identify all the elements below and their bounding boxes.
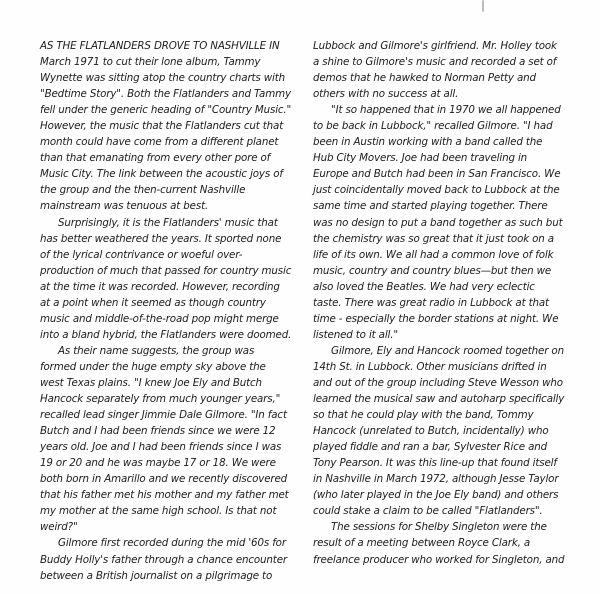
paragraph: Surprisingly, it is the Flatlanders' music that has better weathered the years. It sported none of the lyrical contrivance or woeful over-production of much that passed for country music at the time it was recorded. However, recording at a point when it seemed as though country music and middle-of-the-road pop might merge into a bland hybrid, the Flatlanders were doomed. [40,216,292,341]
paragraph: "It so happened that in 1970 we all happened to be back in Lubbock," recalled Gilmore. "I had been in Austin working with a band called the Hub City Movers. Joe had been traveling in Europe and Butch had been in San Francisco. We just coincidentally moved back to Lubbock at the same time and started playing together. There was no design to put a band together as such but the chemistry was so great that it just took on a life of its own. We all had a common love of folk music, country and country blues—but then we also loved the Beatles. We had very eclectic taste. There was great radio in Lubbock at that time - especially the border stations at night. We listened to it all." [313,104,563,341]
paragraph: The sessions for Shelby Singleton were the result of a meeting between Royce Clark, a freelance producer who worked for Singleton, and [313,521,565,566]
paragraph: Lubbock and Gilmore's girlfriend. Mr. Holley took a shine to Gilmore's music and recorded a set of demos that he hawked to Norman Petty and others with no success at all. [313,40,557,101]
paragraph: AS THE FLATLANDERS DROVE TO NASHVILLE IN March 1971 to cut their lone album, Tammy Wynette was sitting atop the country charts with "Bedtime Story". Both the Flatlanders and Tammy fell under the generic heading of "Country Music." However, the music that the Flatlanders cut that month could have come from a different planet than that emanating from every other pore of Music City. The link between the acoustic joys of the group and the then-current Nashville mainstream was tenuous at best. [40,40,292,213]
paragraph: Gilmore, Ely and Hancock roomed together on 14th St. in Lubbock. Other musicians drifted in and out of the group including Steve Wesson who learned the musical saw and autoharp specifically so that he could play with the band, Tommy Hancock (unrelated to Butch, incidentally) who played fiddle and ran a bar, Sylvester Rice and Tony Pearson. It was this line-up that found itself in Nashville in March 1972, although Jesse Taylor (who later played in the Joe Ely band) and others could stake a claim to be called "Flatlanders". [313,344,565,518]
left-column [40,38,292,584]
paragraph: As their name suggests, the group was formed under the huge empty sky above the west Texas plains. "I knew Joe Ely and Butch Hancock separately from much younger years," recalled lead singer Jimmie Dale Gilmore. "In fact Butch and I had been friends since we were 12 years old. Joe and I had been friends since I was 19 or 20 and he was maybe 17 or 18. We were both born in Amarillo and we recently discovered that his father met his mother and my father met my mother at the same high school. Is that not weird?" [40,344,289,534]
right-column [313,38,565,568]
paragraph: Gilmore first recorded during the mid '60s for Buddy Holly's father through a chance encounter between a British journalist on a pilgrimage to [40,537,287,582]
scan-mark [482,0,484,12]
